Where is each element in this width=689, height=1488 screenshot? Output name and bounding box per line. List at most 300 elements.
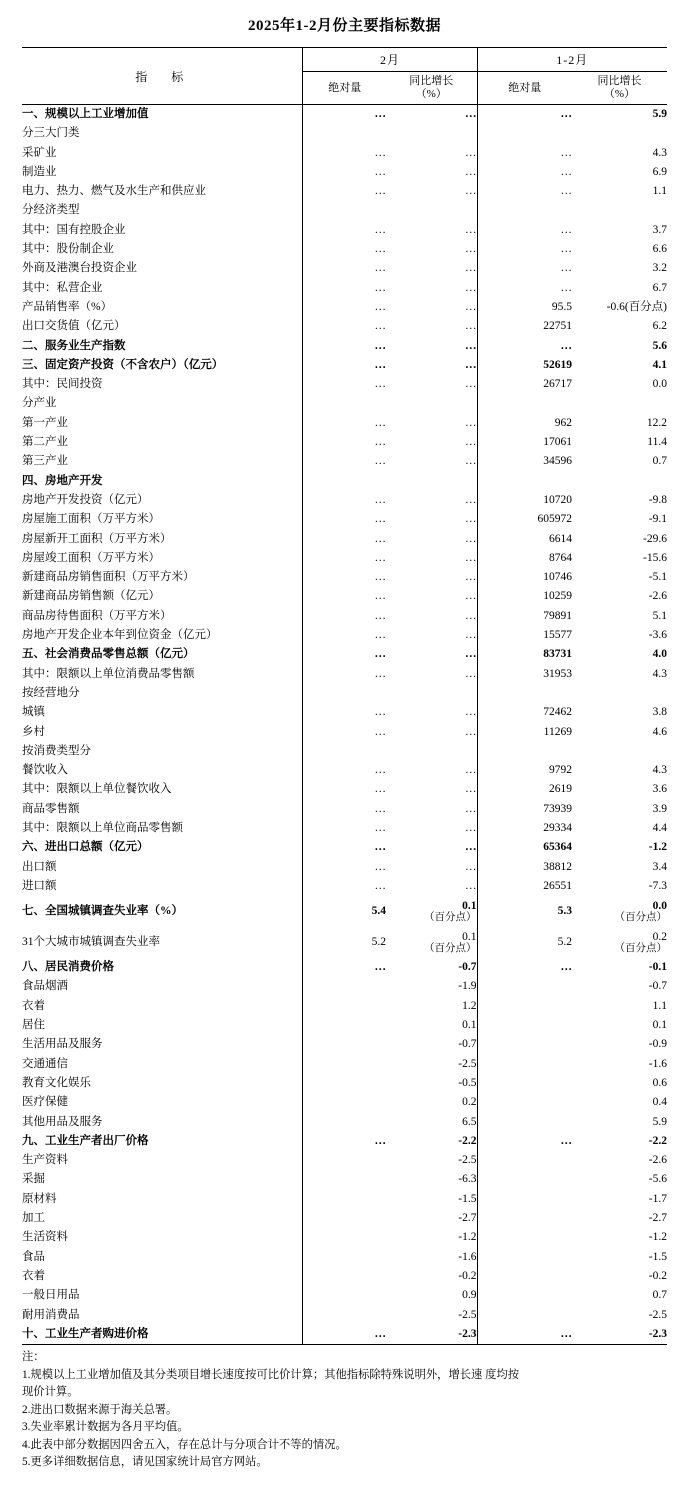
header-month-yoy (386, 72, 477, 105)
table-row (22, 780, 667, 799)
table-row (22, 1248, 667, 1267)
row-cumulative-absolute: 38812 (477, 858, 572, 877)
row-cumulative-yoy: 6.6 (652, 243, 667, 256)
row-cumulative-yoy: 0.0 (652, 378, 667, 391)
row-cumulative-yoy: 5.9 (652, 108, 667, 120)
header-cumulative-yoy (572, 72, 667, 105)
table-row (22, 1074, 667, 1093)
row-cumulative-yoy: -3.6 (648, 629, 667, 642)
row-month-absolute (303, 977, 386, 996)
row-cumulative-absolute: … (477, 163, 572, 182)
row-cumulative-absolute (477, 1016, 572, 1035)
row-cumulative-yoy: 1.1 (652, 999, 667, 1012)
row-label: 按经营地分 (21, 686, 80, 699)
row-month-absolute (303, 997, 386, 1016)
table-row (22, 433, 667, 452)
row-cumulative-absolute: 26551 (477, 877, 572, 896)
row-cumulative-absolute (477, 1228, 572, 1247)
table-row (22, 800, 667, 819)
row-label: 第一产业 (21, 416, 68, 429)
row-month-absolute: 5.4 (303, 896, 386, 927)
row-cumulative-absolute: 10746 (477, 568, 572, 587)
row-label: 31个大城市城镇调查失业率 (21, 936, 160, 949)
row-cumulative-absolute: … (477, 1325, 572, 1345)
row-month-absolute: … (303, 375, 386, 394)
row-month-yoy: … (465, 860, 477, 873)
row-cumulative-absolute (477, 1093, 572, 1112)
row-month-yoy: … (465, 648, 477, 661)
row-month-absolute: … (303, 530, 386, 549)
header-cumulative-absolute: 绝对量 (477, 72, 572, 105)
row-label: 其他用品及服务 (21, 1115, 103, 1128)
row-month-absolute: … (303, 723, 386, 742)
table-row (22, 510, 667, 529)
row-cumulative-yoy (572, 124, 667, 143)
row-cumulative-absolute: … (477, 958, 572, 977)
row-label: 房屋新开工面积（万平方米） (21, 532, 172, 545)
row-label: 新建商品房销售面积（万平方米） (21, 571, 195, 584)
row-month-yoy: … (465, 146, 477, 159)
row-cumulative-yoy: 4.0 (652, 648, 667, 661)
row-month-yoy: … (465, 339, 477, 352)
table-row (22, 1035, 667, 1054)
row-label: 商品房待售面积（万平方米） (21, 609, 172, 622)
row-cumulative-yoy: 0.1 (652, 1019, 667, 1032)
table-row (22, 201, 667, 220)
row-cumulative-absolute: 2619 (477, 780, 572, 799)
row-month-yoy: -2.3 (386, 1325, 477, 1345)
table-row (22, 997, 667, 1016)
table-header (22, 48, 667, 105)
row-label: 教育文化娱乐 (21, 1076, 91, 1089)
table-row (22, 1093, 667, 1112)
row-month-yoy: … (465, 185, 477, 198)
row-month-absolute (303, 1306, 386, 1325)
row-label: 商品零售额 (21, 802, 80, 815)
row-month-absolute: … (303, 703, 386, 722)
table-row (22, 356, 667, 375)
row-label: 三、固定资产投资（不含农户）（亿元） (21, 358, 224, 371)
row-month-absolute: … (303, 626, 386, 645)
row-cumulative-absolute: 65364 (477, 838, 572, 857)
row-cumulative-yoy: 3.8 (652, 706, 667, 719)
row-label: 衣着 (21, 1269, 45, 1282)
row-cumulative-yoy: -9.1 (648, 513, 667, 526)
row-label: 制造业 (21, 165, 57, 178)
table-row (22, 958, 667, 977)
table-row (22, 1306, 667, 1325)
row-cumulative-yoy: -1.5 (648, 1250, 667, 1263)
row-cumulative-yoy: 3.7 (652, 223, 667, 236)
row-month-absolute: … (303, 549, 386, 568)
row-label: 房屋施工面积（万平方米） (21, 513, 160, 526)
row-month-yoy (386, 896, 477, 927)
row-cumulative-yoy: -2.6 (648, 1154, 667, 1167)
row-cumulative-absolute: 5.2 (477, 927, 572, 958)
row-month-absolute (303, 1055, 386, 1074)
row-month-yoy: … (465, 262, 477, 275)
row-month-absolute: … (303, 414, 386, 433)
table-row (22, 858, 667, 877)
row-month-absolute (303, 1228, 386, 1247)
table-row (22, 626, 667, 645)
row-cumulative-yoy: -2.2 (648, 1134, 667, 1147)
row-cumulative-absolute (477, 394, 572, 413)
row-month-yoy: -1.6 (458, 1250, 477, 1263)
table-row (22, 927, 667, 958)
table-row (22, 530, 667, 549)
row-cumulative-absolute (477, 997, 572, 1016)
row-month-absolute: … (303, 568, 386, 587)
header-period-row (22, 48, 667, 72)
table-row (22, 742, 667, 761)
header-cumulative-cell: 1-2月 (477, 48, 667, 72)
row-month-absolute (303, 1286, 386, 1305)
header-month-yoy-line1: 同比增长 (409, 75, 454, 88)
table-row (22, 1286, 667, 1305)
row-cumulative-absolute (477, 1170, 572, 1189)
row-month-yoy: … (465, 879, 477, 892)
table-row (22, 240, 667, 259)
row-cumulative-yoy (572, 394, 667, 413)
row-month-absolute: … (303, 279, 386, 298)
row-label: 房地产开发企业本年到位资金（亿元） (21, 629, 218, 642)
row-cumulative-yoy: -5.1 (648, 571, 667, 584)
row-month-yoy: … (465, 165, 477, 178)
row-cumulative-absolute: 72462 (477, 703, 572, 722)
row-label: 医疗保健 (21, 1096, 68, 1109)
row-month-absolute (303, 1248, 386, 1267)
row-cumulative-absolute (477, 1055, 572, 1074)
row-month-absolute (303, 1016, 386, 1035)
row-cumulative-absolute: 26717 (477, 375, 572, 394)
row-month-absolute: … (303, 182, 386, 201)
row-month-absolute: … (303, 645, 386, 664)
row-label: 食品烟酒 (21, 980, 68, 993)
row-month-yoy: 0.1 (462, 1019, 477, 1032)
row-cumulative-absolute: … (477, 240, 572, 259)
table-row (22, 182, 667, 201)
row-label: 其中：限额以上单位商品零售额 (21, 821, 183, 834)
row-label: 乡村 (21, 725, 45, 738)
row-label: 其中：民间投资 (21, 378, 103, 391)
row-month-yoy: … (465, 551, 477, 564)
row-cumulative-yoy-value: 0.0 (652, 899, 667, 912)
row-month-yoy: -0.7 (458, 961, 477, 974)
row-cumulative-absolute: 34596 (477, 452, 572, 471)
row-cumulative-absolute: 10259 (477, 587, 572, 606)
table-row (22, 896, 667, 927)
row-label: 衣着 (21, 999, 45, 1012)
row-label: 分经济类型 (21, 204, 80, 217)
row-month-yoy-value: 0.1 (462, 930, 477, 943)
row-month-absolute: … (303, 491, 386, 510)
row-month-yoy: … (465, 590, 477, 603)
row-cumulative-absolute: 5.3 (477, 896, 572, 927)
row-cumulative-absolute: 17061 (477, 433, 572, 452)
row-month-yoy: -2.2 (458, 1134, 477, 1147)
row-cumulative-yoy: -1.7 (648, 1192, 667, 1205)
row-cumulative-yoy-value: 0.2 (652, 930, 667, 943)
table-row (22, 337, 667, 356)
row-month-absolute: … (303, 452, 386, 471)
row-month-yoy: -1.9 (458, 980, 477, 993)
table-row (22, 1016, 667, 1035)
row-label: 进口额 (21, 879, 57, 892)
row-cumulative-yoy: 3.4 (652, 860, 667, 873)
row-month-yoy: … (465, 532, 477, 545)
row-month-absolute: … (303, 298, 386, 317)
row-cumulative-yoy: 4.3 (652, 764, 667, 777)
note-item: 1.规模以上工业增加值及其分类项目增长速度按可比价计算；其他指标除特殊说明外，增长速 度均按 (22, 1368, 520, 1381)
row-cumulative-absolute: … (477, 105, 572, 125)
row-label: 分产业 (21, 397, 57, 410)
table-row (22, 394, 667, 413)
row-label: 按消费类型分 (21, 744, 91, 757)
row-label: 耐用消费品 (21, 1308, 80, 1321)
row-month-yoy: … (465, 243, 477, 256)
row-cumulative-absolute: … (477, 1132, 572, 1151)
row-label: 新建商品房销售额（亿元） (21, 590, 160, 603)
row-cumulative-yoy: -2.7 (648, 1212, 667, 1225)
row-month-absolute: … (303, 105, 386, 125)
table-row (22, 124, 667, 143)
row-label: 生产资料 (21, 1154, 68, 1167)
row-month-yoy: -6.3 (458, 1173, 477, 1186)
row-label: 其中：私营企业 (21, 281, 103, 294)
table-body-unemployment (22, 896, 667, 958)
row-month-yoy-unit: （百分点） (424, 912, 477, 924)
row-cumulative-yoy: 4.6 (652, 725, 667, 738)
row-month-yoy-value: 0.1 (462, 899, 477, 912)
row-cumulative-absolute: 83731 (477, 645, 572, 664)
row-cumulative-absolute (477, 1286, 572, 1305)
row-cumulative-absolute: 31953 (477, 665, 572, 684)
row-cumulative-absolute: … (477, 279, 572, 298)
row-month-yoy: … (465, 416, 477, 429)
row-label: 交通通信 (21, 1057, 68, 1070)
row-cumulative-absolute: 73939 (477, 800, 572, 819)
row-cumulative-absolute: … (477, 337, 572, 356)
table-row (22, 587, 667, 606)
row-month-absolute: 5.2 (303, 927, 386, 958)
row-month-absolute (303, 1113, 386, 1132)
row-cumulative-absolute: 9792 (477, 761, 572, 780)
row-month-yoy: … (465, 455, 477, 468)
table-row (22, 414, 667, 433)
row-month-absolute: … (303, 356, 386, 375)
row-month-yoy: … (465, 609, 477, 622)
table-row (22, 665, 667, 684)
row-cumulative-yoy: -2.6 (648, 590, 667, 603)
table-notes (22, 1345, 667, 1488)
row-month-yoy: … (465, 629, 477, 642)
row-month-yoy: … (465, 667, 477, 680)
row-month-yoy: -1.2 (458, 1231, 477, 1244)
main-indicators-table (22, 47, 667, 1345)
row-cumulative-absolute: … (477, 144, 572, 163)
row-month-yoy: 1.2 (462, 999, 477, 1012)
row-month-yoy (386, 472, 477, 491)
table-row (22, 1267, 667, 1286)
table-row (22, 472, 667, 491)
row-label: 一般日用品 (21, 1289, 80, 1302)
row-month-yoy (386, 742, 477, 761)
row-cumulative-absolute (477, 977, 572, 996)
row-cumulative-yoy: 1.1 (652, 185, 667, 198)
row-cumulative-absolute: 15577 (477, 626, 572, 645)
row-cumulative-absolute: … (477, 221, 572, 240)
row-month-absolute: … (303, 858, 386, 877)
row-cumulative-yoy (572, 201, 667, 220)
table-row (22, 1132, 667, 1151)
row-cumulative-absolute: 79891 (477, 607, 572, 626)
table-row (22, 1151, 667, 1170)
row-month-yoy: … (465, 783, 477, 796)
table-body-upper (22, 105, 667, 897)
row-month-yoy: … (465, 378, 477, 391)
table-row (22, 703, 667, 722)
row-cumulative-absolute (477, 1190, 572, 1209)
table-row (22, 105, 667, 125)
row-month-absolute: … (303, 819, 386, 838)
table-row (22, 819, 667, 838)
row-month-yoy: -2.7 (458, 1212, 477, 1225)
row-label: 其中：股份制企业 (21, 243, 114, 256)
row-month-absolute: … (303, 838, 386, 857)
row-month-absolute: … (303, 163, 386, 182)
row-month-absolute: … (303, 665, 386, 684)
row-month-absolute: … (303, 780, 386, 799)
note-item: 4.此表中部分数据因四舍五入，存在总计与分项合计不等的情况。 (22, 1438, 347, 1451)
row-label: 餐饮收入 (21, 764, 68, 777)
row-month-absolute: … (303, 800, 386, 819)
header-month-yoy-line2: （%） (415, 88, 447, 100)
table-row (22, 317, 667, 336)
row-month-yoy: 0.2 (462, 1096, 477, 1109)
row-month-absolute (303, 1267, 386, 1286)
row-label: 生活资料 (21, 1231, 68, 1244)
row-month-yoy: -2.5 (458, 1308, 477, 1321)
row-label: 九、工业生产者出厂价格 (21, 1134, 149, 1147)
row-label: 出口额 (21, 860, 57, 873)
row-month-absolute (303, 472, 386, 491)
table-row (22, 491, 667, 510)
row-month-absolute: … (303, 433, 386, 452)
row-month-absolute: … (303, 607, 386, 626)
row-cumulative-yoy: 0.7 (652, 455, 667, 468)
row-cumulative-yoy: 4.3 (652, 146, 667, 159)
table-row (22, 838, 667, 857)
row-label: 采掘 (21, 1173, 45, 1186)
row-month-absolute (303, 1035, 386, 1054)
row-label: 四、房地产开发 (21, 474, 103, 487)
row-cumulative-yoy: -1.2 (648, 1231, 667, 1244)
row-month-absolute (303, 201, 386, 220)
header-month-cell: 2月 (303, 48, 477, 72)
row-cumulative-absolute: 962 (477, 414, 572, 433)
row-cumulative-absolute: 95.5 (477, 298, 572, 317)
row-cumulative-yoy: -7.3 (648, 879, 667, 892)
row-cumulative-yoy: 4.3 (652, 667, 667, 680)
row-cumulative-absolute (477, 1151, 572, 1170)
row-cumulative-absolute (477, 1113, 572, 1132)
note-item: 现价计算。 (22, 1386, 79, 1399)
row-cumulative-yoy: -5.6 (648, 1173, 667, 1186)
row-month-yoy: … (465, 300, 477, 313)
row-cumulative-absolute: 8764 (477, 549, 572, 568)
row-label: 其中：限额以上单位消费品零售额 (21, 667, 195, 680)
table-row (22, 375, 667, 394)
row-cumulative-yoy: -29.6 (643, 532, 667, 545)
row-label: 其中：限额以上单位餐饮收入 (21, 783, 172, 796)
page-title: 2025年1-2月份主要指标数据 (248, 18, 441, 34)
row-month-absolute: … (303, 587, 386, 606)
row-month-absolute: … (303, 144, 386, 163)
row-cumulative-yoy (572, 927, 667, 958)
row-month-yoy (386, 684, 477, 703)
row-month-absolute (303, 124, 386, 143)
table-row (22, 298, 667, 317)
row-cumulative-yoy: -15.6 (643, 551, 667, 564)
row-cumulative-yoy: -9.8 (648, 493, 667, 506)
row-label: 第二产业 (21, 436, 68, 449)
table-row (22, 1209, 667, 1228)
row-month-absolute (303, 1093, 386, 1112)
table-row (22, 549, 667, 568)
row-month-absolute: … (303, 221, 386, 240)
header-month-absolute: 绝对量 (303, 72, 386, 105)
row-month-absolute (303, 1170, 386, 1189)
row-month-absolute: … (303, 240, 386, 259)
note-item: 3.失业率累计数据为各月平均值。 (22, 1421, 189, 1434)
row-cumulative-yoy (572, 684, 667, 703)
row-cumulative-absolute: 10720 (477, 491, 572, 510)
row-cumulative-absolute: … (477, 259, 572, 278)
row-month-yoy (386, 927, 477, 958)
row-month-yoy: … (465, 513, 477, 526)
row-month-absolute: … (303, 259, 386, 278)
row-label: 其中：国有控股企业 (21, 223, 126, 236)
row-month-absolute (303, 742, 386, 761)
row-cumulative-absolute (477, 684, 572, 703)
row-month-yoy: … (465, 571, 477, 584)
row-label: 二、服务业生产指数 (21, 339, 126, 352)
row-month-absolute (303, 1190, 386, 1209)
row-label: 采矿业 (21, 146, 57, 159)
row-month-yoy (386, 394, 477, 413)
table-row (22, 1055, 667, 1074)
row-month-yoy: … (465, 436, 477, 449)
row-cumulative-yoy: 4.4 (652, 821, 667, 834)
row-label: 生活用品及服务 (21, 1038, 103, 1051)
row-label: 电力、热力、燃气及水生产和供应业 (21, 185, 206, 198)
table-row (22, 607, 667, 626)
row-cumulative-yoy: 0.7 (652, 1289, 667, 1302)
row-month-yoy: … (465, 358, 477, 371)
row-month-absolute: … (303, 317, 386, 336)
table-row (22, 452, 667, 471)
row-label: 原材料 (21, 1192, 57, 1205)
header-cumulative-yoy-line2: （%） (603, 88, 636, 100)
row-cumulative-yoy-unit: （百分点） (614, 912, 667, 924)
row-label: 十、工业生产者购进价格 (22, 1325, 303, 1345)
row-month-absolute (303, 684, 386, 703)
row-label: 食品 (21, 1250, 45, 1263)
table-row (22, 568, 667, 587)
row-cumulative-absolute (477, 472, 572, 491)
row-month-absolute (303, 1074, 386, 1093)
